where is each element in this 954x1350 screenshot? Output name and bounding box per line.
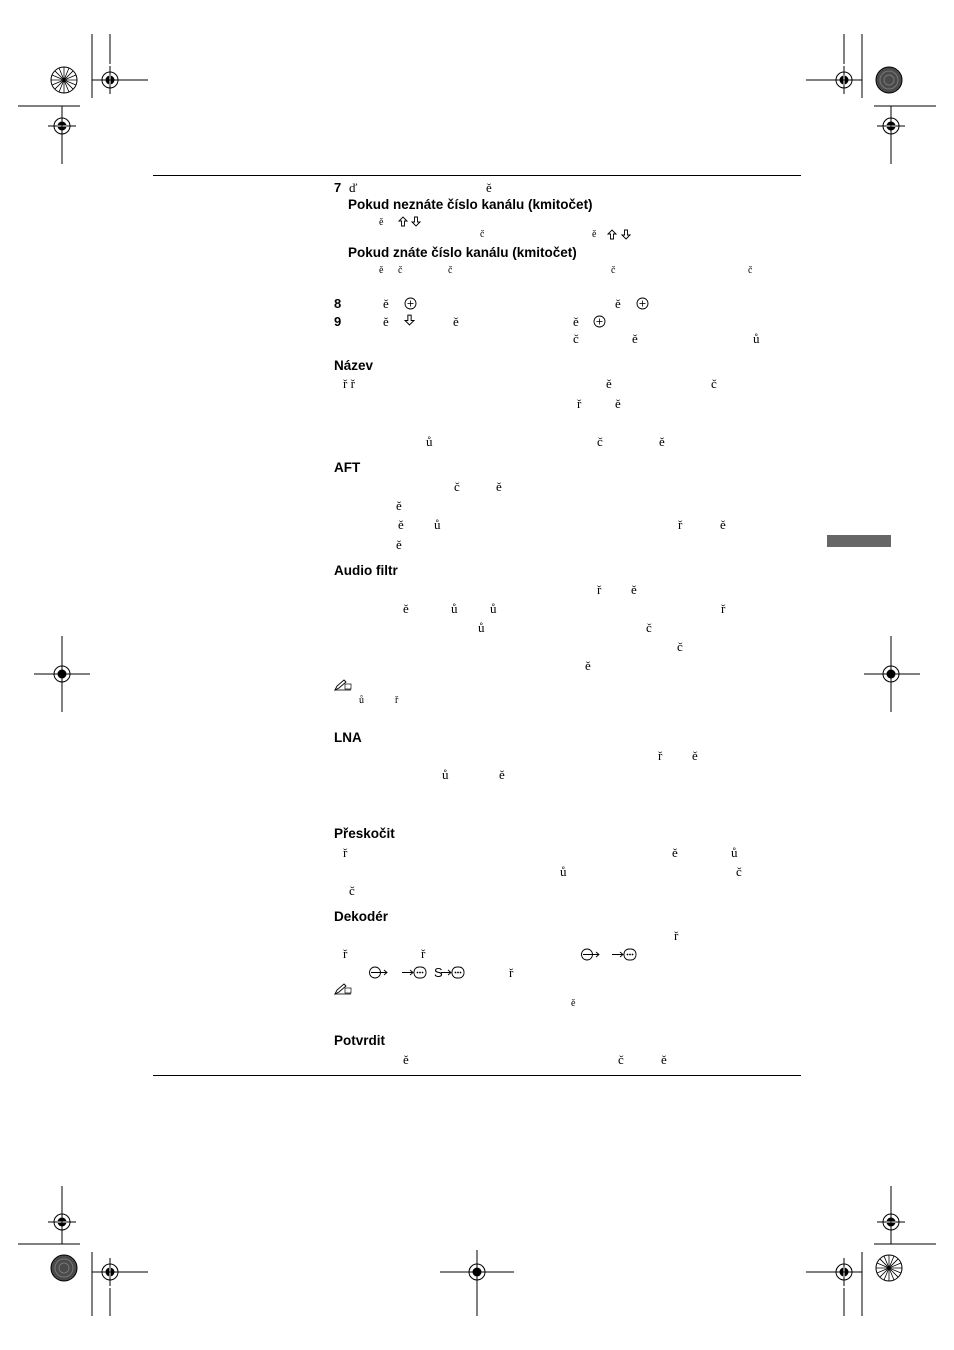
- av-input-icon: [368, 966, 390, 979]
- glyph: ů: [434, 517, 441, 532]
- glyph: ě: [672, 845, 678, 860]
- glyph: ě: [592, 229, 597, 240]
- step-number-8: 8: [334, 296, 342, 311]
- glyph: č: [748, 265, 753, 276]
- glyph: ě: [499, 767, 505, 782]
- glyph: ě: [720, 517, 726, 532]
- glyph: ů: [426, 434, 433, 449]
- scart-output-icon: [611, 948, 637, 961]
- glyph: ř: [658, 748, 663, 763]
- glyph: č: [398, 265, 403, 276]
- glyph: č: [349, 883, 355, 898]
- s-video-output-icon: [441, 966, 465, 979]
- glyph: č: [618, 1052, 624, 1067]
- glyph: ě: [396, 498, 402, 513]
- note-pencil-icon: [334, 679, 352, 691]
- glyph: ř: [421, 946, 426, 961]
- glyph: ě: [398, 517, 404, 532]
- av-input-icon: [580, 948, 602, 961]
- heading-pokud-zname: Pokud znáte číslo kanálu (kmitočet): [348, 245, 577, 260]
- glyph: ř: [509, 965, 514, 980]
- step-number-9: 9: [334, 314, 342, 329]
- glyph: č: [736, 864, 742, 879]
- glyph: ě: [571, 998, 576, 1009]
- arrow-up-icon: [398, 216, 408, 227]
- glyph: č: [611, 265, 616, 276]
- glyph: č: [480, 229, 485, 240]
- glyph: č: [597, 434, 603, 449]
- glyph: ů: [359, 695, 364, 706]
- arrow-down-icon: [621, 229, 631, 240]
- glyph: ě: [496, 479, 502, 494]
- glyph: S: [434, 965, 443, 980]
- arrow-down-icon: [404, 314, 415, 326]
- heading-dekoder: Dekodér: [334, 909, 389, 924]
- glyph: ě: [632, 331, 638, 346]
- glyph: ř: [674, 928, 679, 943]
- glyph: ů: [451, 601, 458, 616]
- glyph: ů: [753, 331, 760, 346]
- glyph: ů: [490, 601, 497, 616]
- glyph: ě: [403, 601, 409, 616]
- glyph: ř: [343, 845, 348, 860]
- glyph: ř: [721, 601, 726, 616]
- glyph: ě: [383, 314, 389, 329]
- glyph: ů: [560, 864, 567, 879]
- heading-lna: LNA: [334, 730, 362, 745]
- glyph: ě: [659, 434, 665, 449]
- glyph: ř: [343, 946, 348, 961]
- glyph: č: [448, 265, 453, 276]
- glyph: ě: [661, 1052, 667, 1067]
- glyph: ů: [442, 767, 449, 782]
- ok-button-icon: [636, 297, 649, 310]
- ok-button-icon: [593, 315, 606, 328]
- glyph: ď: [349, 180, 358, 195]
- arrow-up-icon: [607, 229, 617, 240]
- glyph: č: [646, 620, 652, 635]
- ok-button-icon: [404, 297, 417, 310]
- glyph: ě: [396, 537, 402, 552]
- note-pencil-icon: [334, 983, 352, 995]
- glyph: ě: [383, 296, 389, 311]
- glyph: ř: [395, 695, 399, 706]
- glyph: č: [454, 479, 460, 494]
- glyph: ě: [606, 376, 612, 391]
- section-tab: [827, 535, 891, 547]
- glyph: ě: [585, 658, 591, 673]
- glyph: ě: [379, 217, 384, 228]
- heading-aft: AFT: [334, 460, 361, 475]
- glyph: č: [711, 376, 717, 391]
- glyph: ř: [597, 582, 602, 597]
- glyph: ř: [678, 517, 683, 532]
- heading-potvrdit: Potvrdit: [334, 1033, 386, 1048]
- glyph: ě: [486, 180, 492, 195]
- glyph: ě: [615, 296, 621, 311]
- arrow-down-icon: [411, 216, 421, 227]
- scart-output-icon: [401, 966, 427, 979]
- glyph: ř ř: [343, 376, 355, 391]
- glyph: ě: [631, 582, 637, 597]
- glyph: ř: [577, 396, 582, 411]
- glyph: ě: [403, 1052, 409, 1067]
- step-number-7: 7: [334, 180, 342, 195]
- glyph: ě: [453, 314, 459, 329]
- glyph: č: [573, 331, 579, 346]
- glyph: ě: [692, 748, 698, 763]
- glyph: ě: [615, 396, 621, 411]
- glyph: ě: [379, 265, 384, 276]
- glyph: ů: [731, 845, 738, 860]
- heading-pokud-nezname: Pokud neznáte číslo kanálu (kmitočet): [348, 197, 593, 212]
- heading-nazev: Název: [334, 358, 374, 373]
- heading-audio-filtr: Audio filtr: [334, 563, 398, 578]
- heading-preskocit: Přeskočit: [334, 826, 395, 841]
- glyph: ů: [478, 620, 485, 635]
- glyph: č: [677, 639, 683, 654]
- glyph: ě: [573, 314, 579, 329]
